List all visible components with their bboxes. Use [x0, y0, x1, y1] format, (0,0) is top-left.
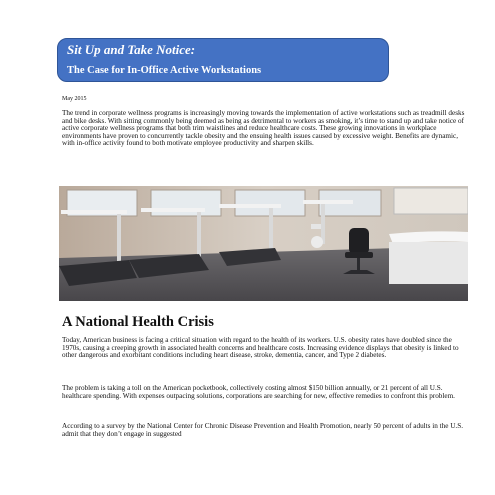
title-banner: [57, 38, 389, 82]
section-paragraph-2: The problem is taking a toll on the American pocketbook, collectively costing almost $150 billion annually, or 21 percent of all U.S. healthcare spending. With expenses outpacing solutions, corporations are searching for new, effective remedies to confront this problem.: [62, 384, 455, 400]
banner-title: Sit Up and Take Notice:: [67, 42, 196, 57]
photo-illustration: [59, 186, 468, 301]
section-heading: A National Health Crisis: [62, 314, 214, 330]
office-treadmill-desks-photo: [59, 186, 468, 301]
section-paragraph-3: According to a survey by the National Center for Chronic Disease Prevention and Health Promotion, nearly 50 percent of adults in the U.S. admit that they don’t engage in suggested: [62, 422, 464, 438]
publication-date: May 2015: [62, 96, 87, 102]
section-paragraph-1: Today, American business is facing a critical situation with regard to the health of its workers. U.S. obesity rates have doubled since the 1970s, causing a creeping growth in associated health concerns and healthcare costs. Increasing evidence displays that obesity is linked to other dangerous and exorbitant conditions including heart disease, stroke, dementia, cancer, and Type 2 diabetes.: [62, 336, 459, 360]
banner-subtitle: The Case for In-Office Active Workstations: [67, 65, 262, 76]
intro-paragraph: The trend in corporate wellness programs is increasingly moving towards the implementation of active workstations such as treadmill desks and bike desks. With sitting commonly being deemed as being as detrimental to workers as smoking, it’s time to stand up and take notice of active corporate wellness programs that both trim waistlines and reduce healthcare costs. These growing innovations in workplace environments have proven to concurrently tackle obesity and the ensuing health issues caused by excessive weight. Benefits are dynamic, with in-office activity found to both motivate employee productivity and sharpen skills.: [62, 109, 465, 148]
